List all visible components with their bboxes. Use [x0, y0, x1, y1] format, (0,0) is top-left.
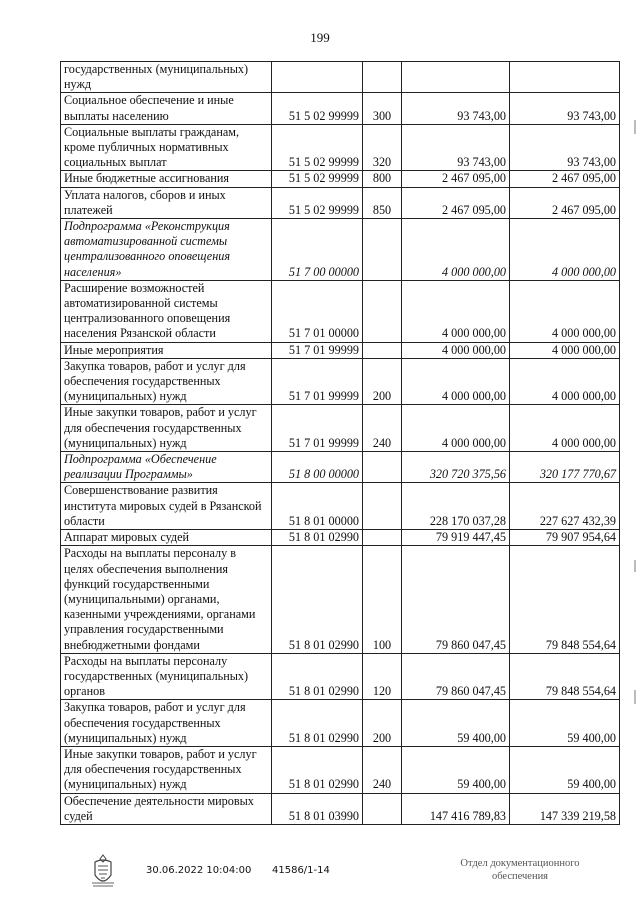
- row-expense-type: [363, 793, 402, 824]
- table-row: [61, 405, 620, 452]
- row-name: Обеспечение деятельности мировых судей: [61, 793, 272, 824]
- row-sum-year2: 93 743,00: [510, 124, 620, 171]
- row-expense-type: [363, 280, 402, 342]
- row-expense-type: [363, 483, 402, 530]
- row-sum-year1: 4 000 000,00: [402, 342, 510, 358]
- row-code: 51 7 01 00000: [272, 280, 363, 342]
- row-expense-type: [363, 530, 402, 546]
- row-sum-year2: 59 400,00: [510, 700, 620, 747]
- row-sum-year1: 2 467 095,00: [402, 171, 510, 187]
- row-name: Иные бюджетные ассигнования: [61, 171, 272, 187]
- row-name: Иные закупки товаров, работ и услуг для обеспечения государственных (муниципальных) нужд: [61, 405, 272, 452]
- row-sum-year1: 79 860 047,45: [402, 653, 510, 700]
- table-row: [61, 124, 620, 171]
- row-sum-year1: 93 743,00: [402, 124, 510, 171]
- row-sum-year2: 59 400,00: [510, 746, 620, 793]
- scan-edge-mark: [634, 690, 636, 704]
- table-row: [61, 483, 620, 530]
- table-row: [61, 62, 620, 93]
- row-name: Подпрограмма «Реконструкция автоматизированной системы централизованного оповещения населения»: [61, 219, 272, 281]
- row-name: Совершенствование развития института мировых судей в Рязанской области: [61, 483, 272, 530]
- row-sum-year2: 4 000 000,00: [510, 280, 620, 342]
- coat-of-arms-icon: [86, 853, 120, 891]
- row-expense-type: 800: [363, 171, 402, 187]
- row-name: Закупка товаров, работ и услуг для обеспечения государственных (муниципальных) нужд: [61, 700, 272, 747]
- row-sum-year2: 79 907 954,64: [510, 530, 620, 546]
- table-row: [61, 653, 620, 700]
- table-row: [61, 793, 620, 824]
- row-sum-year1: 4 000 000,00: [402, 280, 510, 342]
- row-name: Иные мероприятия: [61, 342, 272, 358]
- table-row: [61, 93, 620, 124]
- row-name: Расходы на выплаты персоналу в целях обеспечения выполнения функций государственными (муниципальными) органами, казенными учреждениями, органами управления государственными внебюджетными фондами: [61, 546, 272, 653]
- footer-doc-number: 41586/1-14: [272, 865, 330, 876]
- row-expense-type: 240: [363, 405, 402, 452]
- row-expense-type: [363, 452, 402, 483]
- table-row: [61, 342, 620, 358]
- row-sum-year1: 147 416 789,83: [402, 793, 510, 824]
- row-sum-year2: 4 000 000,00: [510, 405, 620, 452]
- row-code: 51 7 01 99999: [272, 358, 363, 405]
- row-code: 51 5 02 99999: [272, 93, 363, 124]
- table-row: [61, 530, 620, 546]
- table-row: [61, 746, 620, 793]
- table-row: [61, 358, 620, 405]
- row-name: Аппарат мировых судей: [61, 530, 272, 546]
- row-sum-year2: 4 000 000,00: [510, 342, 620, 358]
- row-name: Иные закупки товаров, работ и услуг для обеспечения государственных (муниципальных) нужд: [61, 746, 272, 793]
- row-code: 51 5 02 99999: [272, 171, 363, 187]
- stamp-line-2: обеспечения: [491, 871, 549, 882]
- row-code: 51 8 01 02990: [272, 546, 363, 653]
- department-stamp: [440, 857, 600, 883]
- row-code: 51 8 01 03990: [272, 793, 363, 824]
- stamp-line-1: Отдел документационного: [460, 858, 580, 869]
- row-sum-year1: 59 400,00: [402, 746, 510, 793]
- row-sum-year1: 79 860 047,45: [402, 546, 510, 653]
- row-sum-year2: 320 177 770,67: [510, 452, 620, 483]
- row-sum-year2: 4 000 000,00: [510, 358, 620, 405]
- row-name: Расширение возможностей автоматизированной системы централизованного оповещения населения Рязанской области: [61, 280, 272, 342]
- row-sum-year1: 2 467 095,00: [402, 187, 510, 218]
- scan-edge-mark: [634, 120, 636, 134]
- row-code: 51 5 02 99999: [272, 124, 363, 171]
- row-code: 51 8 01 02990: [272, 530, 363, 546]
- row-sum-year1: 4 000 000,00: [402, 358, 510, 405]
- table-row: [61, 700, 620, 747]
- row-code: 51 7 01 99999: [272, 405, 363, 452]
- row-expense-type: 240: [363, 746, 402, 793]
- table-row: [61, 219, 620, 281]
- row-code: 51 5 02 99999: [272, 187, 363, 218]
- row-name: Социальные выплаты гражданам, кроме публичных нормативных социальных выплат: [61, 124, 272, 171]
- row-sum-year2: 227 627 432,39: [510, 483, 620, 530]
- row-name: Подпрограмма «Обеспечение реализации Программы»: [61, 452, 272, 483]
- page-footer: [0, 853, 640, 893]
- row-expense-type: 850: [363, 187, 402, 218]
- scan-edge-mark: [634, 560, 636, 572]
- table-row: [61, 280, 620, 342]
- row-code: 51 8 01 02990: [272, 653, 363, 700]
- row-sum-year1: [402, 62, 510, 93]
- row-sum-year2: 2 467 095,00: [510, 187, 620, 218]
- row-sum-year1: 4 000 000,00: [402, 405, 510, 452]
- row-name: Закупка товаров, работ и услуг для обеспечения государственных (муниципальных) нужд: [61, 358, 272, 405]
- row-expense-type: 200: [363, 358, 402, 405]
- row-expense-type: 100: [363, 546, 402, 653]
- row-sum-year2: 2 467 095,00: [510, 171, 620, 187]
- footer-date: 30.06.2022 10:04:00: [146, 865, 252, 876]
- row-expense-type: [363, 219, 402, 281]
- row-sum-year1: 320 720 375,56: [402, 452, 510, 483]
- row-code: 51 8 01 00000: [272, 483, 363, 530]
- row-name: государственных (муниципальных) нужд: [61, 62, 272, 93]
- row-name: Социальное обеспечение и иные выплаты населению: [61, 93, 272, 124]
- table-row: [61, 171, 620, 187]
- row-sum-year1: 93 743,00: [402, 93, 510, 124]
- row-expense-type: 200: [363, 700, 402, 747]
- row-sum-year2: 79 848 554,64: [510, 653, 620, 700]
- row-code: 51 7 01 99999: [272, 342, 363, 358]
- row-sum-year2: [510, 62, 620, 93]
- row-sum-year1: 4 000 000,00: [402, 219, 510, 281]
- page-number: 199: [310, 30, 330, 45]
- row-expense-type: 120: [363, 653, 402, 700]
- row-expense-type: 320: [363, 124, 402, 171]
- table-row: [61, 187, 620, 218]
- row-expense-type: [363, 342, 402, 358]
- row-code: 51 8 01 02990: [272, 746, 363, 793]
- row-code: 51 7 00 00000: [272, 219, 363, 281]
- row-code: 51 8 01 02990: [272, 700, 363, 747]
- row-expense-type: 300: [363, 93, 402, 124]
- row-sum-year2: 93 743,00: [510, 93, 620, 124]
- row-sum-year1: 228 170 037,28: [402, 483, 510, 530]
- row-sum-year1: 59 400,00: [402, 700, 510, 747]
- row-expense-type: [363, 62, 402, 93]
- row-name: Расходы на выплаты персоналу государственных (муниципальных) органов: [61, 653, 272, 700]
- row-sum-year2: 79 848 554,64: [510, 546, 620, 653]
- row-sum-year1: 79 919 447,45: [402, 530, 510, 546]
- row-sum-year2: 147 339 219,58: [510, 793, 620, 824]
- row-name: Уплата налогов, сборов и иных платежей: [61, 187, 272, 218]
- table-row: [61, 546, 620, 653]
- budget-table: [60, 61, 620, 825]
- row-sum-year2: 4 000 000,00: [510, 219, 620, 281]
- row-code: [272, 62, 363, 93]
- row-code: 51 8 00 00000: [272, 452, 363, 483]
- table-row: [61, 452, 620, 483]
